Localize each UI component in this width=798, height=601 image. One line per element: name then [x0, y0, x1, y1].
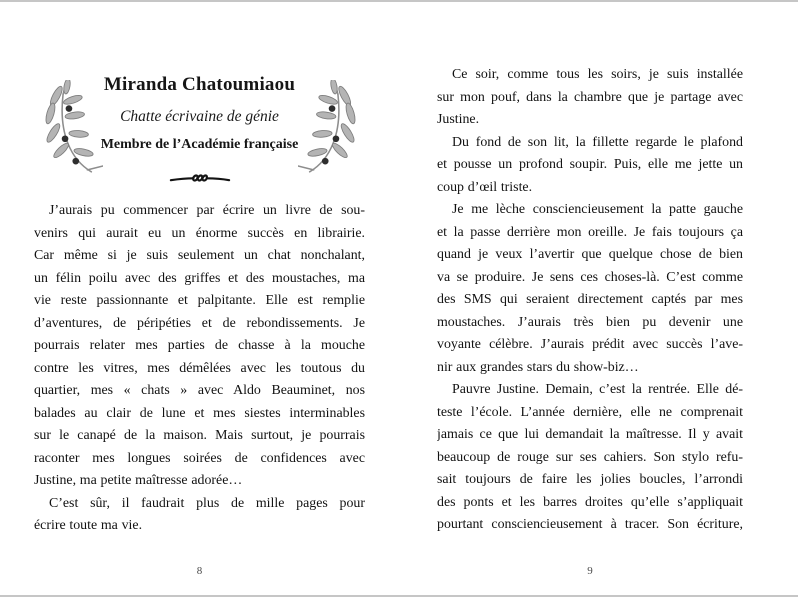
text-line: nir aux grandes stars du show-biz…: [437, 359, 639, 375]
text-line: moustaches. J’aurais très bien pu devenir une: [437, 314, 743, 330]
author-role: Chatte écrivaine de génie: [120, 108, 279, 125]
text-line: Du fond de son lit, la fillette regarde le plafond: [452, 134, 743, 150]
page-number-left: 8: [196, 565, 203, 577]
text-line: quartier, mes « chats » avec Aldo Beauminet, nos: [34, 383, 365, 398]
text-line: venirs qui aurait eu un énorme succès en librairie.: [34, 225, 365, 241]
text-line: Pauvre Justine. Demain, c’est la rentrée. Elle dé-: [452, 382, 743, 397]
text-line: vie reste passionnante et palpitante. Elle est remplie: [34, 293, 365, 308]
text-line: et pousse un profond soupir. Puis, elle me jette un: [437, 157, 743, 172]
text-line: coup d’œil triste.: [437, 179, 533, 195]
left-page-text: [34, 200, 365, 538]
text-line: va se produire. Je sens ces choses-là. C’est comme: [437, 269, 743, 285]
text-line: d’aventures, de péripéties et de rebondissements. Je: [34, 315, 365, 331]
text-line: Je me lèche consciencieusement la patte gauche: [452, 202, 743, 217]
author-affiliation: Membre de l’Académie française: [100, 137, 299, 152]
text-line: quand je veux l’avertir que quelque chose de bien: [437, 247, 743, 262]
text-line: beaucoup de rouge sur ses cahiers. Son stylo refu-: [437, 449, 743, 465]
text-line: sur le canapé de la maison. Mais surtout, je pourrais: [34, 428, 365, 443]
chapter-header: [34, 0, 365, 200]
text-line: des ponts et les barres droites qu’elle s’appliquait: [437, 494, 743, 510]
text-line: et la passe derrière mon oreille. Je fais toujours ça: [437, 224, 743, 240]
author-name: Miranda Chatoumiaou: [103, 74, 296, 95]
text-line: voyante célèbre. J’aurais prédit avec succès l’ave-: [437, 337, 743, 352]
squiggle-divider-icon: [169, 173, 231, 185]
page-right: [437, 0, 743, 601]
text-line: Car même si je suis seulement un chat nonchalant,: [34, 248, 365, 263]
text-line: balades au clair de lune et mes siestes interminables: [34, 405, 365, 421]
page-left: [34, 0, 365, 601]
text-line: pourtant consciencieusement à tracer. Son écriture,: [437, 517, 743, 532]
text-line: Ce soir, comme tous les soirs, je suis installée: [452, 67, 743, 82]
page-number-right: 9: [587, 565, 593, 577]
text-line: jamais ce que lui demandait la maîtresse. Il y avait: [437, 427, 743, 442]
text-line: sait toujours de faire les jolies boucles, l’arrondi: [437, 472, 743, 487]
text-line: des SMS qui seraient directement captés par mes: [437, 292, 743, 307]
right-page-text: [437, 64, 743, 537]
text-line: un félin poilu avec des griffes et des moustaches, ma: [34, 270, 365, 286]
text-line: sur mon pouf, dans la chambre que je partage avec: [437, 89, 743, 105]
text-line: J’aurais pu commencer par écrire un livre de sou-: [49, 203, 365, 218]
text-line: Justine, ma petite maîtresse adorée…: [34, 473, 243, 488]
text-line: raconter mes longues soirées de confidences avec: [34, 450, 365, 466]
text-line: C’est sûr, il faudrait plus de mille pages pour: [49, 495, 365, 511]
text-line: pourrais relater mes parties de chasse à la mouche: [34, 338, 365, 353]
text-line: contre les vitres, mes démêlées avec les toutous du: [34, 360, 365, 376]
text-line: écrire toute ma vie.: [34, 518, 143, 533]
text-line: Justine.: [437, 112, 480, 127]
text-line: teste l’école. L’année dernière, elle ne comprenait: [437, 404, 743, 420]
